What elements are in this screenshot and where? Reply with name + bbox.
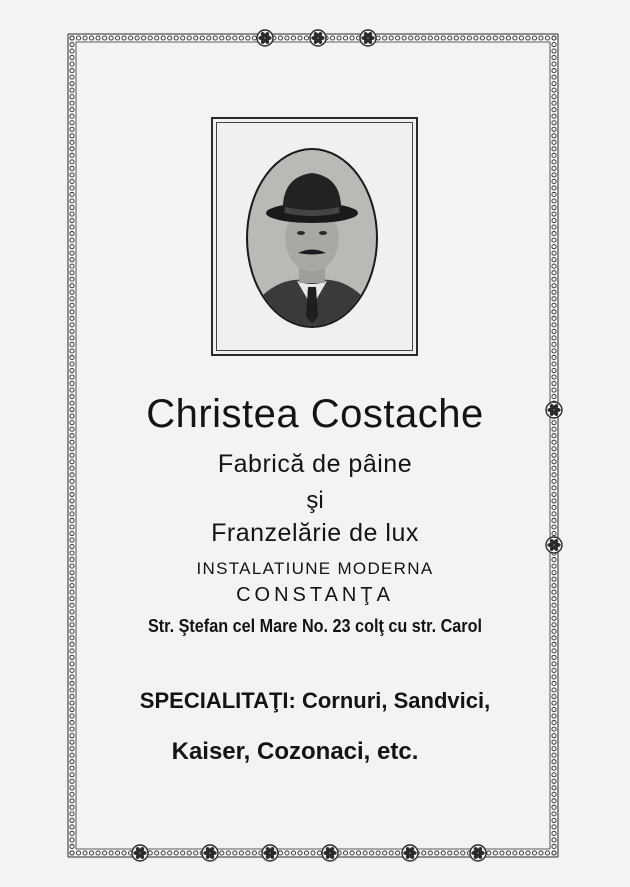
specialties-line-1: SPECIALITAŢI: Cornuri, Sandvici, xyxy=(139,688,491,713)
conjunction: şi xyxy=(306,487,324,514)
street-address: Str. Ştefan cel Mare No. 23 colţ cu str. Carol xyxy=(147,616,483,636)
rosette-ornament-icon xyxy=(470,845,486,861)
rosette-ornament-icon xyxy=(360,30,376,46)
rosette-ornament-icon xyxy=(262,845,278,861)
owner-name: Christea Costache xyxy=(146,392,484,436)
rosette-ornament-icon xyxy=(132,845,148,861)
city-name: CONSTANŢA xyxy=(236,584,394,606)
portrait-frame xyxy=(211,117,418,356)
rosette-ornament-icon xyxy=(202,845,218,861)
rosette-ornament-icon xyxy=(322,845,338,861)
rosette-ornament-icon xyxy=(402,845,418,861)
specialties-line-2: Kaiser, Cozonaci, etc. xyxy=(171,738,419,765)
installation-note: INSTALATIUNE MODERNA xyxy=(196,559,434,578)
portrait-photo-icon xyxy=(245,147,379,329)
rosette-ornament-icon xyxy=(310,30,326,46)
rosette-ornament-icon xyxy=(257,30,273,46)
business-type-2: Franzelărie de lux xyxy=(211,519,419,547)
business-type: Fabrică de pâine xyxy=(217,450,413,478)
